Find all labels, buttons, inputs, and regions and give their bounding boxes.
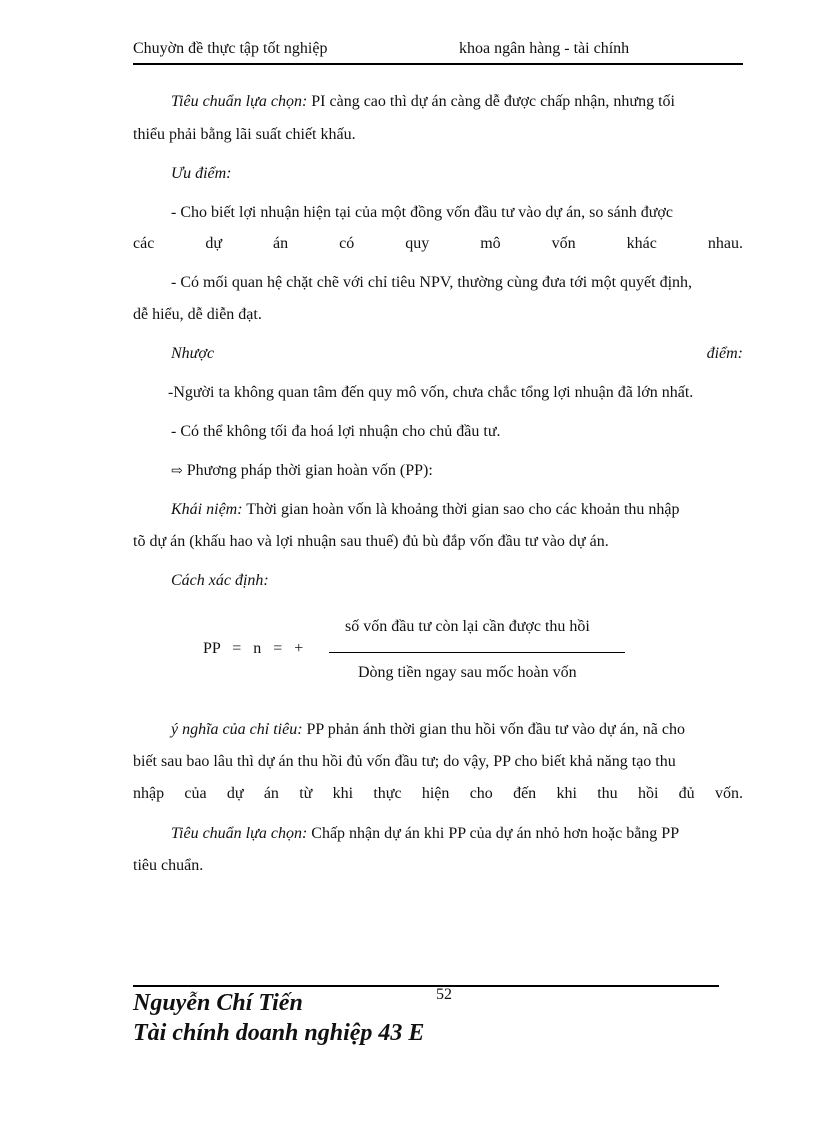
paragraph-criteria [171,824,679,844]
meaning-label: ý nghĩa của chỉ tiêu: [171,721,303,738]
header-title-right: khoa ngân hàng - tài chính [459,40,630,57]
justified-word: vốn. [714,785,743,802]
heading-word: điểm: [706,345,743,362]
pi-criteria-line2: thiểu phải bằng lãi suất chiết khấu. [133,126,356,143]
meaning-text: PP phản ánh thời gian thu hồi vốn đầu tư vào dự án, nã cho [302,721,686,738]
criteria-line2: tiêu chuẩn. [133,857,204,874]
pp-method-heading [171,461,433,482]
concept-label: Khái niệm: [171,501,243,518]
pi-criteria-text: PI càng cao thì dự án càng dễ được chấp nhận, nhưng tối [307,93,675,110]
justified-word: nhau. [707,235,743,252]
pi-criteria-label: Tiêu chuẩn lựa chọn: [171,93,308,110]
pp-method-title: Phương pháp thời gian hoàn vốn (PP): [182,462,433,479]
justified-word: khi [556,785,577,802]
meaning-line3 [133,784,743,804]
header-divider [133,63,743,65]
paragraph-concept [171,500,680,520]
formula-left-side: PP = n = + [203,640,304,657]
criteria-label: Tiêu chuẩn lựa chọn: [171,825,308,842]
justified-word: đến [513,785,537,802]
justified-word: từ [299,785,313,802]
justified-word: hồi [637,785,659,802]
concept-text: Thời gian hoàn vốn là khoảng thời gian sao cho các khoản thu nhập [242,501,680,518]
disadvantage-2: - Có thể không tối đa hoá lợi nhuận cho chủ đầu tư. [171,423,501,440]
paragraph-meaning [171,720,685,740]
disadvantages-heading [171,344,743,364]
paragraph-pi-criteria [171,92,675,112]
justified-word: dự [205,235,222,252]
footer-department: Tài chính doanh nghiệp 43 E [133,1020,425,1046]
justified-word: thu [597,785,618,802]
formula-numerator: số vốn đầu tư còn lại cần được thu hồi [345,618,590,635]
justified-word: hiện [421,785,450,802]
justified-word: đủ [678,785,695,802]
justified-word: án [263,785,279,802]
justified-word: mô [480,235,501,252]
disadvantage-1: -Người ta không quan tâm đến quy mô vốn, chưa chắc tổng lợi nhuận đã lớn nhất. [168,384,694,401]
heading-word: Nhược [171,345,215,362]
justified-word: của [184,785,207,802]
advantage-2-line1: - Có mối quan hệ chặt chẽ với chỉ tiêu NPV, thường cùng đưa tới một quyết định, [171,274,693,291]
justified-word: khác [626,235,657,252]
formula-denominator: Dòng tiền ngay sau mốc hoàn vốn [358,664,577,681]
justified-word: thực [373,785,402,802]
advantage-1-line2 [133,234,743,254]
footer-divider [133,985,719,987]
justified-word: quy [405,235,430,252]
justified-word: khi [332,785,354,802]
page-number: 52 [436,986,452,1003]
justified-word: án [272,235,289,252]
criteria-text: Chấp nhận dự án khi PP của dự án nhỏ hơn hoặc bằng PP [307,825,680,842]
advantage-2-line2: dễ hiểu, dễ diễn đạt. [133,306,262,323]
justified-word: có [339,235,355,252]
concept-line2: tõ dự án (khấu hao và lợi nhuận sau thuế) đủ bù đắp vốn đầu tư vào dự án. [133,533,609,550]
footer-author: Nguyễn Chí Tiến [133,990,303,1016]
justified-word: nhập [133,785,165,802]
method-heading: Cách xác định: [171,572,269,589]
justified-word: dự [226,785,244,802]
justified-word: các [133,235,155,252]
advantages-heading: Ưu điểm: [171,165,232,182]
justified-word: cho [469,785,493,802]
advantage-1-line1: - Cho biết lợi nhuận hiện tại của một đồng vốn đầu tư vào dự án, so sánh được [171,204,673,221]
justified-word: vốn [551,235,576,252]
formula-fraction-bar [329,652,625,653]
arrow-right-icon: ⇨ [171,464,183,479]
header-title-left: Chuyờn đề thực tập tốt nghiệp [133,40,328,57]
meaning-line2: biết sau bao lâu thì dự án thu hồi đủ vốn đầu tư; do vậy, PP cho biết khả năng tạo thu [133,753,676,770]
